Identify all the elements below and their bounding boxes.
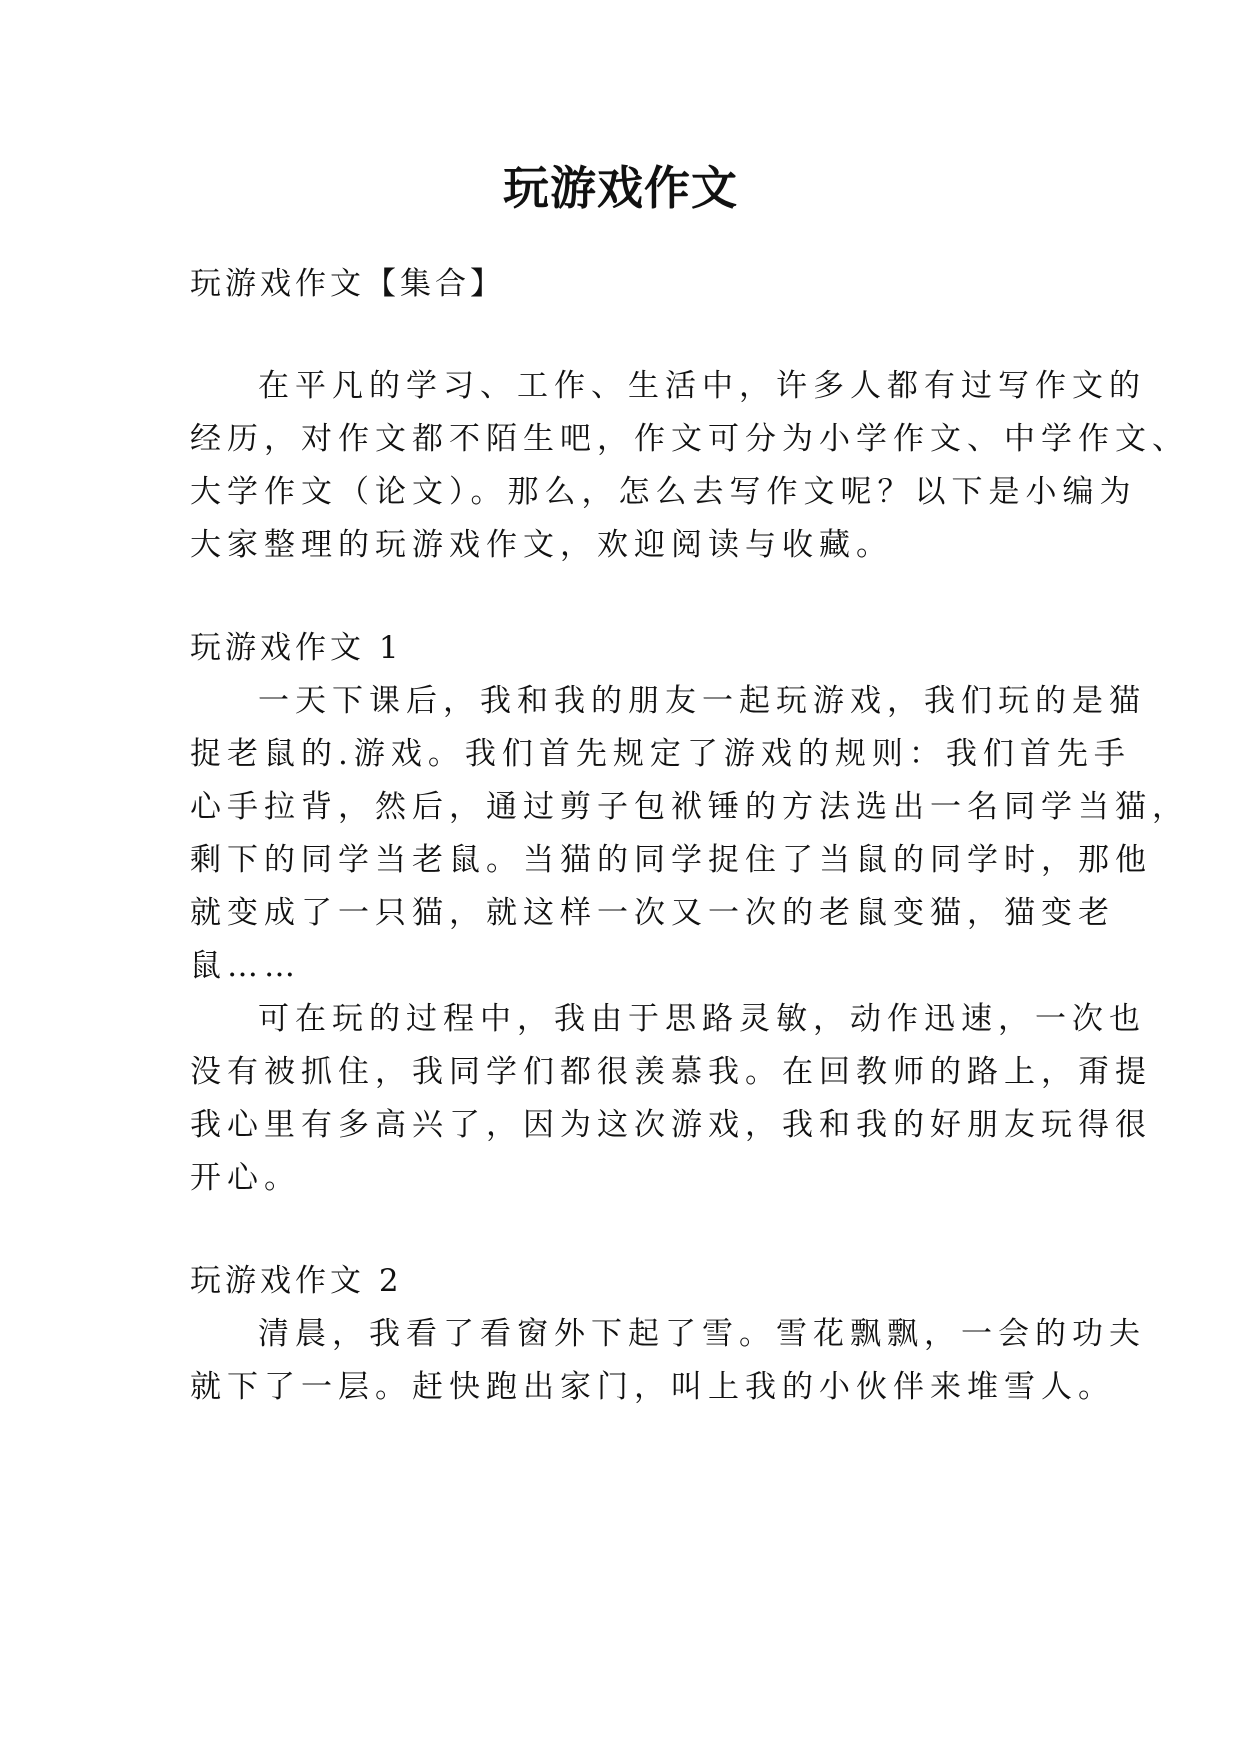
section1-paragraph1-line: 就变成了一只猫，就这样一次又一次的老鼠变猫，猫变老 [190, 895, 1115, 931]
section1-paragraph2-line: 没有被抓住，我同学们都很羡慕我。在回教师的路上，甭提 [190, 1054, 1152, 1090]
section1-paragraph1-line: 心手拉背，然后，通过剪子包袱锤的方法选出一名同学当猫， [190, 789, 1189, 825]
section1-paragraph2-line: 我心里有多高兴了，因为这次游戏，我和我的好朋友玩得很 [190, 1107, 1152, 1143]
section1-paragraph2-line: 可在玩的过程中，我由于思路灵敏，动作迅速，一次也 [258, 1001, 1146, 1037]
section2-paragraph1-line: 清晨，我看了看窗外下起了雪。雪花飘飘，一会的功夫 [258, 1316, 1146, 1352]
section1-paragraph2-line: 开心。 [190, 1160, 301, 1196]
section1-paragraph1-line: 鼠…… [190, 948, 301, 984]
intro-line: 在平凡的学习、工作、生活中，许多人都有过写作文的 [258, 368, 1146, 404]
collection-subtitle: 玩游戏作文【集合】 [190, 266, 505, 302]
section2-paragraph1-line: 就下了一层。赶快跑出家门，叫上我的小伙伴来堆雪人。 [190, 1369, 1115, 1405]
document-title: 玩游戏作文 [503, 161, 738, 215]
section1-paragraph1-line: 一天下课后，我和我的朋友一起玩游戏，我们玩的是猫 [258, 683, 1146, 719]
intro-line: 经历，对作文都不陌生吧，作文可分为小学作文、中学作文、 [190, 421, 1189, 457]
section1-paragraph1-line: 捉老鼠的.游戏。我们首先规定了游戏的规则：我们首先手 [190, 736, 1131, 772]
section-heading-2: 玩游戏作文 2 [190, 1263, 403, 1299]
intro-line: 大家整理的玩游戏作文，欢迎阅读与收藏。 [190, 527, 893, 563]
section-heading-1: 玩游戏作文 1 [190, 630, 403, 666]
intro-line: 大学作文（论文）。那么，怎么去写作文呢？以下是小编为 [190, 474, 1137, 510]
section1-paragraph1-line: 剩下的同学当老鼠。当猫的同学捉住了当鼠的同学时，那他 [190, 842, 1152, 878]
